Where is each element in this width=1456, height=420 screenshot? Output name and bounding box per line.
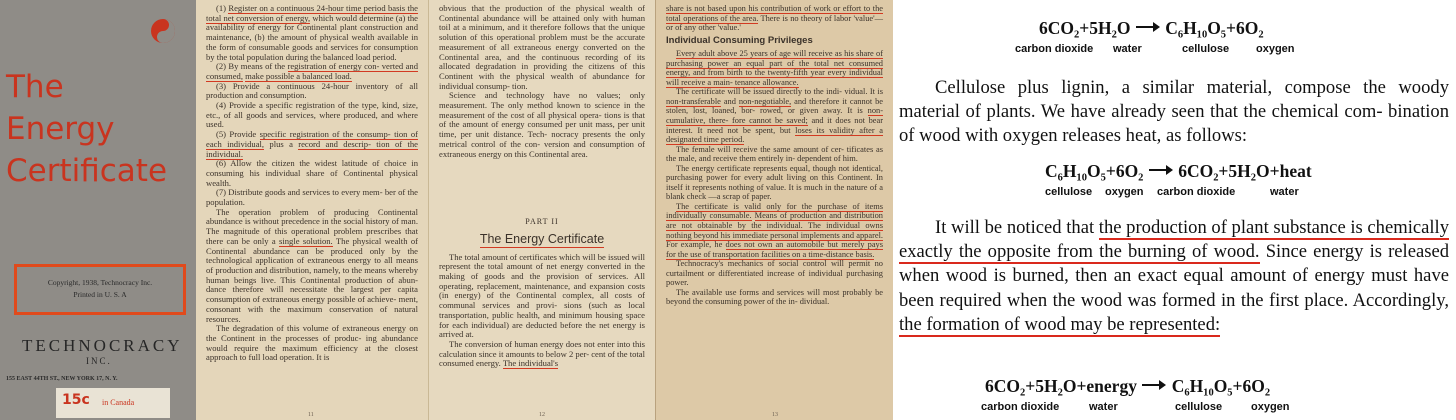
highlighted-text: make possible a balanced load. [245,70,352,81]
highlighted-text: the formation of wood may be represented: [899,313,1221,335]
body-text: The physical wealth of Continental abundance can be produced only by the technological application of extraneous energy to all means of production and distribution, namely, to the means whereby human beings live. This Continental production of abun- dance therefore will necessitate the largest per capita consumption of extraneous energy possible of achieve- ment, consonant with the maximum conservation of natural resources. [206,235,418,324]
booklet-page-13 [655,0,893,420]
publisher-inc: INC. [86,356,112,366]
page-number: 11 [308,412,314,418]
chemical-equation [985,376,1270,397]
equation-label: cellulose [1182,43,1230,55]
body-text: The conversion of human energy does not enter into this calculation since it amounts to below 2 per- cent of the total consumed energy. [439,338,645,369]
publisher-address: 155 EAST 44TH ST., NEW YORK 17, N. Y. [6,376,118,382]
paragraph: Cellulose plus lignin, a similar material, compose the woody material of plants. We have already seen that the chemical com- bination of wood with oxygen releases heat, as follows: [899,77,1449,147]
highlighted-text: non-cumulative, there- fore cannot be saved; [666,106,884,126]
list-item: (4) Provide a specific registration of the type, kind, size, etc., of all goods and services, where produced, and where used. [206,100,418,130]
textbook-page [893,0,1456,420]
cover-title [6,66,167,192]
body-text: Since energy is released when wood is burned, then an exact equal amount of energy must have been required when the wood was formed in the first place. Accordingly, [899,241,1450,311]
chemical-equation [1039,18,1264,39]
cover-title-line: Certificate [6,153,168,189]
paragraph [666,202,883,259]
subsection-heading: Individual Consuming Privileges [666,34,813,46]
highlighted-text: single solution. [279,235,333,246]
body-text: For example, he [666,240,723,250]
paragraph: The female will receive the same amount of cer- tificates as the male, and receive them entirely in- dependent of him. [666,144,883,164]
highlighted-text: Means of production and distribution are not obtainable by the individual. The individual owns nothing beyond his immediate personal implements and apparel. [666,211,883,240]
highlighted-text: the production of plant substance is chemically exactly the opposite from the burning of wood. [899,217,1449,263]
equation-reactants: 6CO₂+5H₂O [1039,18,1131,38]
paragraph [899,216,1449,337]
booklet-cover [0,0,196,420]
list-item [206,62,418,81]
highlighted-text: specific registration of the consump- tion of each individual, [206,129,419,149]
paragraph: The total amount of certificates which will be issued will represent the total amount of net energy converted in the making of goods and the provision of services. All operating, replacement, maintenance, and expansion costs (in energy) of the Continental complex, all costs of communal services and provi- sions (such as local transportation, public health, and minimum housing space for each individual) are deducted before the net energy is arrived at. [439,251,645,340]
equation-products: C₆H₁₀O₅+6O₂ [1171,376,1271,396]
booklet-page-12 [428,0,655,420]
paragraph [666,87,883,144]
paragraph: The available use forms and services will most probably be beyond the consuming power of the in- dividual. [666,287,883,307]
publisher-name: TECHNOCRACY [22,336,183,355]
body-text: It will be noticed that [935,217,1095,238]
list-item: (6) Allow the citizen the widest latitude of choice in consuming his individual share of Continental physical wealth. [206,158,418,188]
paragraph: The degradation of this volume of extraneous energy on the Continent in the processes of produc- ing abundance would require the maximum efficiency at the closest approach to full load operation. It is [206,323,418,363]
equation-products: C₆H₁₀O₅+6O₂ [1165,18,1264,38]
equation-products: 6CO₂+5H₂O+heat [1178,161,1312,181]
paragraph [439,340,645,369]
list-item: (7) Distribute goods and services to every mem- ber of the population. [206,187,418,208]
highlighted-text: does not own an automobile but merely pays for the use of transportation facilities on a time-distance basis. [666,240,883,259]
arrow-right-icon [1148,164,1174,176]
price-label: 15c [62,392,90,408]
body-text: plus a [269,138,293,149]
paragraph [666,4,883,33]
printed-text: Printed in U. S. A [73,290,127,299]
page-number: 13 [772,412,778,418]
arrow-right-icon [1141,379,1167,391]
item-number: (1) [216,3,227,13]
part-heading: PART II [525,217,559,227]
equation-label: water [1270,186,1299,198]
cover-title-line: The [6,69,64,105]
equation-label: carbon dioxide [1015,43,1094,55]
equation-label: water [1113,43,1142,55]
equation-label: carbon dioxide [1157,186,1236,198]
equation-label: oxygen [1256,43,1295,55]
highlighted-text: record and descrip- tion of the individual. [206,138,418,159]
highlighted-text: The individual's [502,358,559,369]
body-text: which would determine (a) the availability of energy for Continental plant construction and maintenance, (b) the amount of physical wealth available in the form of consumable goods and services for consumption by the total population during the balanced load period. [206,12,418,62]
paragraph: Science and technology have no values; only measurement. The only method known to science in the measurement of the cost of all physical opera- tions is that of the amount of energy consumed per unit mass, per unit time, per unit distance. Tech- nocracy presents the only metrical control of the con- version and consumption of extraneous energy on this Continental area. [439,90,645,159]
body-text: (2) By means of the [216,61,286,72]
equation-label: oxygen [1105,186,1144,198]
technocracy-monad-icon [150,18,176,44]
body-text: and it does not bear interest. It need not be spent, but [666,116,884,135]
booklet-page-11 [196,0,428,420]
highlighted-text: registration of energy con- verted and consumed, [206,61,418,81]
section-title-text: The Energy Certificate [479,231,605,246]
equation-label: carbon dioxide [981,401,1060,413]
equation-label: cellulose [1175,401,1223,413]
paragraph: The energy certificate represents equal, though not identical, purchasing power for every adult living on this Continent. In itself it represents nothing of value. It is much in the nature of a blank check —a scrap of paper. [666,163,883,202]
highlighted-text: share is not based upon his contribution of work or effort to the total operations of the area. [666,4,883,23]
price-note: in Canada [102,398,135,407]
equation-reactants: 6CO₂+5H₂O+energy [985,376,1137,396]
list-item [206,130,418,159]
highlighted-text: Register on a continuous 24-hour time period basis the total net conversion of energy, [206,3,418,23]
highlighted-text: The certificate is valid only for the purchase of items individually consumable. [666,201,883,221]
list-item: (3) Provide a continuous 24-hour inventory of all production and consumption. [206,80,418,101]
copyright-text: Copyright, 1938, Technocracy Inc. [47,278,153,287]
body-text: There is no theory of labor 'value'—or of any other 'value.' [666,13,883,33]
body-text: (5) Provide [216,129,257,140]
highlighted-text: non-transferable [666,96,721,106]
body-text: The operation problem of producing Continental abundance is without precedence in the social history of man. The magnitude of this operational problem prescribes that there can be only a [206,206,418,246]
paragraph [206,208,418,324]
copyright-box [14,264,186,315]
highlighted-text: loses its validity after a designated time period. [666,125,883,145]
chemical-equation [1045,161,1312,182]
paragraph [666,49,883,87]
highlighted-text: Every adult above 25 years of age will receive as his share of purchasing power an equal part of the total net consumed energy, and from birth to the twenty-fifth year every individual will receive a main- tenance allowance. [666,49,883,87]
cover-title-line: Energy [6,111,115,147]
section-title [467,231,617,246]
paragraph: obvious that the production of the physical wealth of Continental abundance will be attained only with human toil at a minimum, and it therefore follows that the unique solution of this operational problem must be the accurate measurement of all extraneous energy converted on the Continental area, and the continuous recording of its allocated degradation in providing the citizens of this Continent with the physical wealth of abundance for individual consump- tion. [439,3,645,91]
body-text: The certificate will be issued directly to the indi- vidual. It is [676,87,883,97]
equation-label: cellulose [1045,186,1093,198]
body-text: and therefore it cannot be stolen, lost, loaned, bor- rowed, or given away. It is [666,96,884,116]
arrow-right-icon [1135,21,1161,33]
equation-label: oxygen [1251,401,1290,413]
paragraph: Technocracy's mechanics of social control will permit no curtailment or differentiated increase of individual purchasing power. [666,259,883,288]
body-text: and [723,96,736,106]
highlighted-text: non-negotiable, [738,96,792,106]
list-item [206,4,418,62]
page-number: 12 [539,412,545,418]
equation-reactants: C₆H₁₀O₅+6O₂ [1045,161,1144,181]
equation-label: water [1089,401,1118,413]
